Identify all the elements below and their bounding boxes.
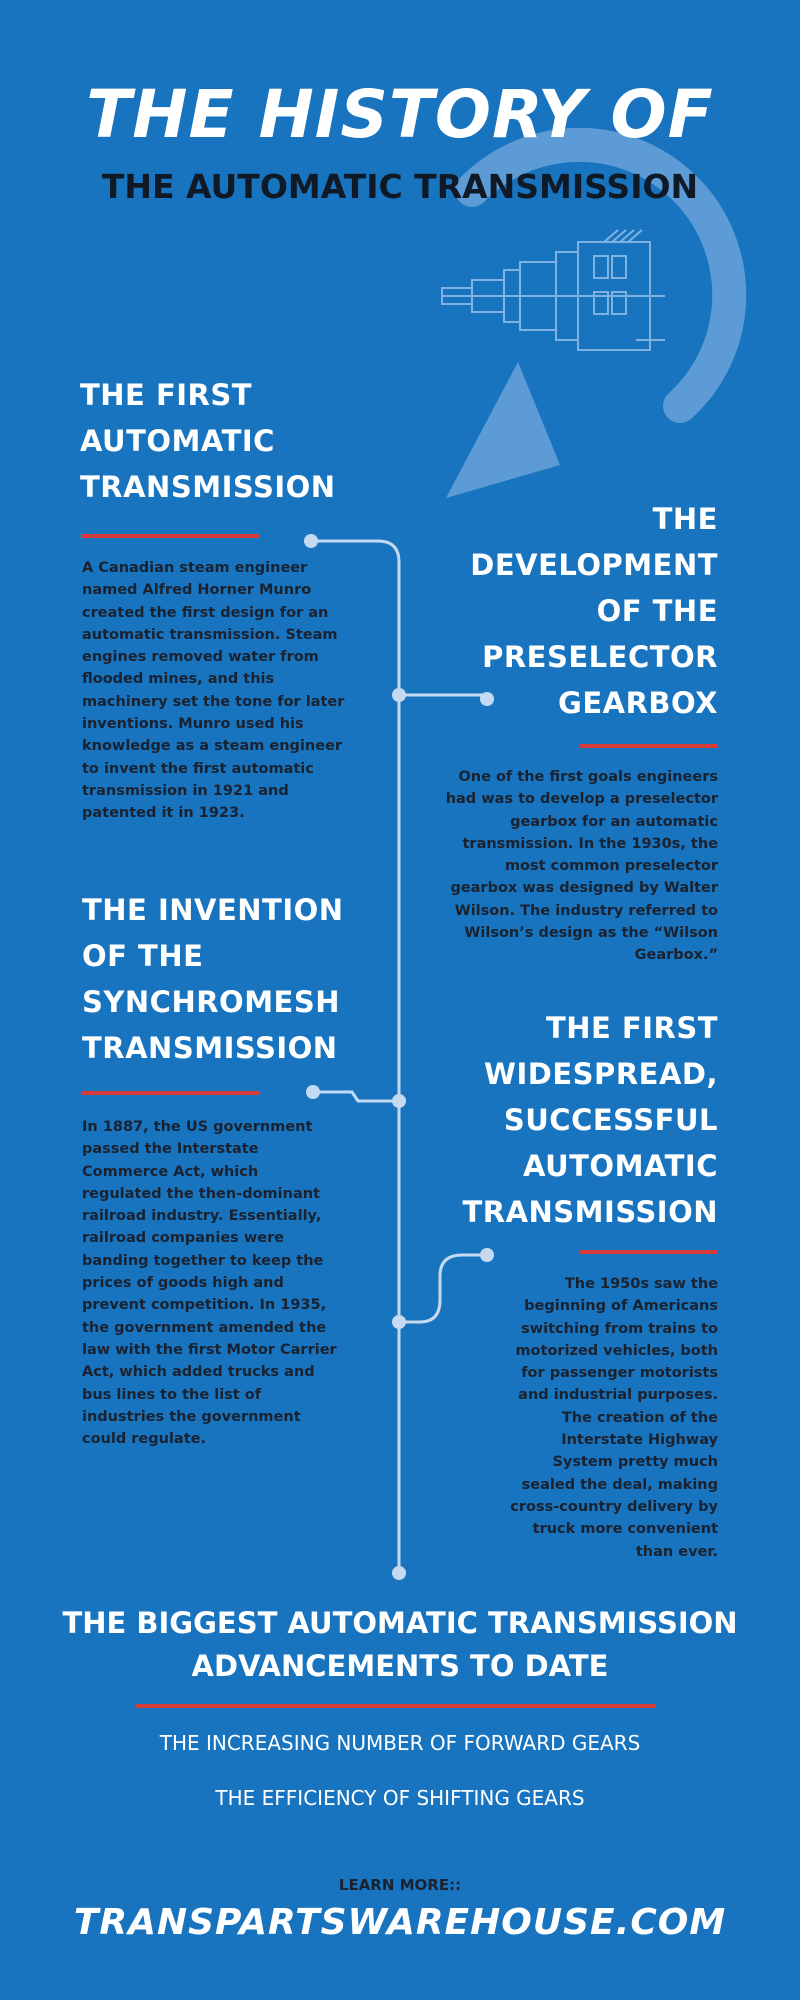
text-line: System pretty much [552,1454,718,1471]
text-line: bus lines to the list of [82,1386,262,1403]
heading-line: OF THE [596,594,718,628]
text-line: transmission in 1921 and [82,782,289,799]
heading-line: THE [652,502,718,536]
section-widespread-heading [418,1005,718,1235]
page-title: THE HISTORY OF [86,76,714,153]
text-line: cross-country delivery by [510,1498,718,1515]
text-line: the government amended the [82,1319,327,1336]
heading-line: ADVANCEMENTS TO DATE [191,1649,609,1683]
heading-line: OF THE [82,939,204,973]
text-line: and industrial purposes. [518,1387,718,1404]
text-line: created the first design for an [82,604,329,621]
heading-line: PRESELECTOR [482,640,718,674]
section-widespread-body [438,1273,718,1563]
text-line: banding together to keep the [82,1252,324,1269]
text-line: sealed the deal, making [521,1476,718,1493]
text-line: law with the first Motor Carrier [82,1341,337,1358]
text-line: than ever. [635,1543,718,1560]
text-line: had was to develop a preselector [445,791,718,808]
text-line: A Canadian steam engineer [82,560,308,576]
heading-line: THE INVENTION [82,893,344,927]
text-line: In 1887, the US government [82,1119,313,1135]
section-preselector-heading [420,496,718,726]
text-line: knowledge as a steam engineer [82,738,343,755]
text-line: most common preselector [504,858,718,875]
section-synchromesh-body [82,1116,372,1450]
text-line: could regulate. [82,1431,206,1448]
text-line: prevent competition. In 1935, [82,1297,327,1314]
red-divider [82,1091,260,1095]
text-line: to invent the first automatic [82,760,314,777]
red-divider [136,1704,656,1708]
section-first-heading [80,372,380,510]
heading-line: THE FIRST [545,1011,718,1045]
section-synchromesh-heading [82,887,382,1071]
text-line: Wilson. The industry referred to [454,902,718,919]
text-line: automatic transmission. Steam [82,626,338,643]
text-line: inventions. Munro used his [82,716,304,733]
heading-line: AUTOMATIC [523,1149,718,1183]
text-line: railroad companies were [82,1230,285,1247]
heading-line: THE FIRST [80,378,253,412]
page-subtitle: THE AUTOMATIC TRANSMISSION [101,167,699,206]
text-line: Gearbox.” [634,947,718,964]
learn-more-label: LEARN MORE:: [338,1876,462,1894]
red-divider [580,1250,718,1254]
red-divider [580,744,718,748]
text-line: engines removed water from [82,649,319,666]
text-line: truck more convenient [532,1521,718,1538]
text-line: named Alfred Horner Munro [82,582,312,599]
text-line: regulated the then-dominant [82,1185,320,1202]
text-line: Wilson’s design as the “Wilson [464,925,718,942]
text-line: for passenger motorists [521,1365,718,1382]
heading-line: SUCCESSFUL [503,1103,718,1137]
text-line: passed the Interstate [82,1141,259,1158]
section-first-body [82,557,362,825]
text-line: patented it in 1923. [82,805,245,822]
heading-line: AUTOMATIC [80,424,275,458]
text-line: gearbox was designed by Walter [450,880,718,897]
advancement-item: THE EFFICIENCY OF SHIFTING GEARS [215,1786,585,1810]
text-line: motorized vehicles, both [515,1342,718,1359]
text-line: One of the first goals engineers [458,769,718,785]
heading-line: TRANSMISSION [462,1195,718,1229]
heading-line: TRANSMISSION [80,470,336,504]
text-line: flooded mines, and this [82,671,275,688]
section-preselector-body [418,766,718,967]
text-line: transmission. In the 1930s, the [462,835,718,852]
text-line: Interstate Highway [561,1432,718,1449]
text-line: Commerce Act, which [82,1163,259,1180]
text-line: gearbox for an automatic [510,813,718,830]
heading-line: DEVELOPMENT [470,548,718,582]
heading-line: THE BIGGEST AUTOMATIC TRANSMISSION [62,1606,738,1640]
transmission-icon [442,230,665,350]
heading-line: GEARBOX [558,686,718,720]
text-line: The 1950s saw the [564,1276,718,1292]
text-line: Act, which added trucks and [82,1364,315,1381]
text-line: beginning of Americans [524,1298,718,1315]
heading-line: SYNCHROMESH [82,985,341,1019]
advancement-item: THE INCREASING NUMBER OF FORWARD GEARS [159,1731,641,1755]
heading-line: WIDESPREAD, [484,1057,718,1091]
text-line: machinery set the tone for later [82,693,345,710]
advancements-heading [0,1602,800,1688]
text-line: prices of goods high and [82,1275,284,1292]
text-line: The creation of the [561,1409,718,1426]
red-divider [82,534,260,538]
heading-line: TRANSMISSION [82,1031,338,1065]
text-line: industries the government [82,1408,301,1425]
website-link[interactable]: TRANSPARTSWAREHOUSE.COM [73,1902,727,1943]
text-line: switching from trains to [521,1320,718,1337]
text-line: railroad industry. Essentially, [82,1208,322,1225]
